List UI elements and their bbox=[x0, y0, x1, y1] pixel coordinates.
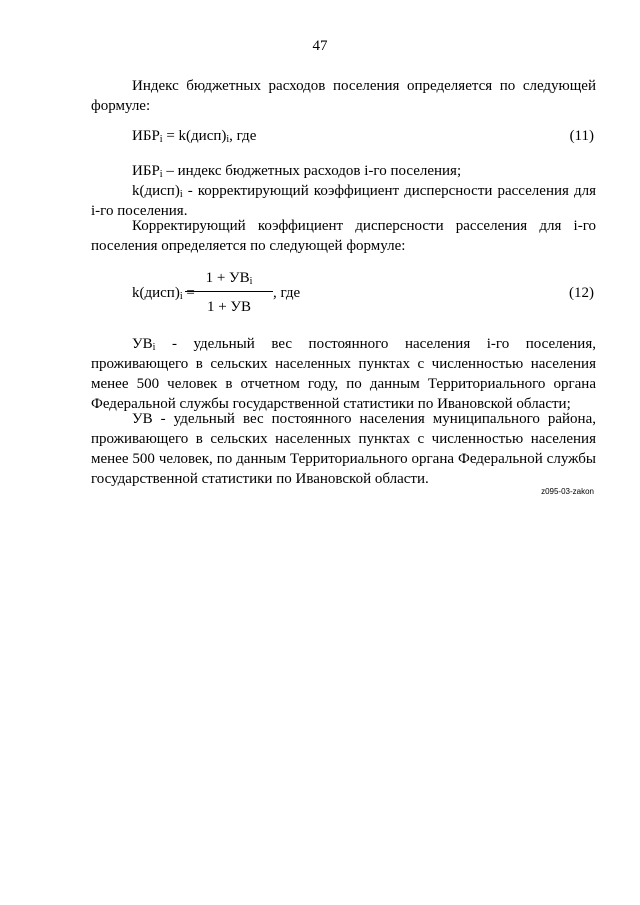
formula-12-numerator bbox=[185, 268, 273, 288]
formula-11-rhs: = k(дисп) bbox=[162, 128, 227, 144]
definition-k-symbol: k(дисп) bbox=[132, 183, 180, 199]
formula-11-lhs-sub: i bbox=[159, 134, 163, 145]
formula-12-tail: , где bbox=[273, 285, 301, 301]
definition-k-text: - корректирующий коэффициент дисперсности расселения для i-го поселения. bbox=[91, 183, 596, 219]
formula-12-lhs-sub: i bbox=[179, 291, 183, 302]
definition-ibr-symbol: ИБР bbox=[132, 163, 160, 179]
formula-11-number: (11) bbox=[569, 128, 594, 144]
definition-uvi-symbol: УВ bbox=[132, 336, 153, 352]
formula-12-lhs-main: k(дисп) bbox=[132, 285, 180, 301]
definition-uv: УВ - удельный вес постоянного населения муниципального района, проживающего в сельских населенных пунктах с численностью населения менее 500 человек, по данным Территориального органа Федеральной службы государственной статистики по Ивановской области. bbox=[91, 411, 596, 487]
definition-uvi bbox=[91, 334, 596, 414]
definition-k-sub: i bbox=[179, 189, 183, 200]
k-intro-paragraph: Корректирующий коэффициент дисперсности расселения для i-го поселения определяется по следующей формуле: bbox=[91, 218, 596, 254]
formula-11-tail: , где bbox=[229, 128, 257, 144]
definition-k bbox=[91, 181, 596, 221]
formula-11 bbox=[132, 126, 256, 146]
formula-12-numerator-sub: i bbox=[249, 276, 253, 287]
page-number: 47 bbox=[312, 38, 328, 54]
formula-12-eq: = bbox=[182, 285, 195, 301]
definition-uvi-text: - удельный вес постоянного населения i-го поселения, проживающего в сельских населенных пунктах с численностью населения менее 500 человек в отчетном году, по данным Территориального органа Федеральной службы государственной статистики по Ивановской области; bbox=[91, 336, 596, 412]
formula-12-number: (12) bbox=[569, 285, 594, 301]
formula-11-lhs: ИБР bbox=[132, 128, 160, 144]
definition-ibr-sub: i bbox=[159, 169, 163, 180]
fraction-bar bbox=[185, 291, 273, 292]
formula-12-numerator-main: 1 + УВ bbox=[205, 270, 250, 286]
formula-11-rhs-sub: i bbox=[226, 134, 230, 145]
definition-ibr-text: – индекс бюджетных расходов i-го поселения; bbox=[162, 163, 462, 179]
document-code: z095-03-zakon bbox=[541, 487, 594, 496]
definition-uvi-sub: i bbox=[152, 342, 156, 353]
definition-ibr bbox=[91, 161, 596, 181]
intro-paragraph: Индекс бюджетных расходов поселения определяется по следующей формуле: bbox=[91, 78, 596, 114]
formula-12-denominator: 1 + УВ bbox=[206, 299, 252, 315]
